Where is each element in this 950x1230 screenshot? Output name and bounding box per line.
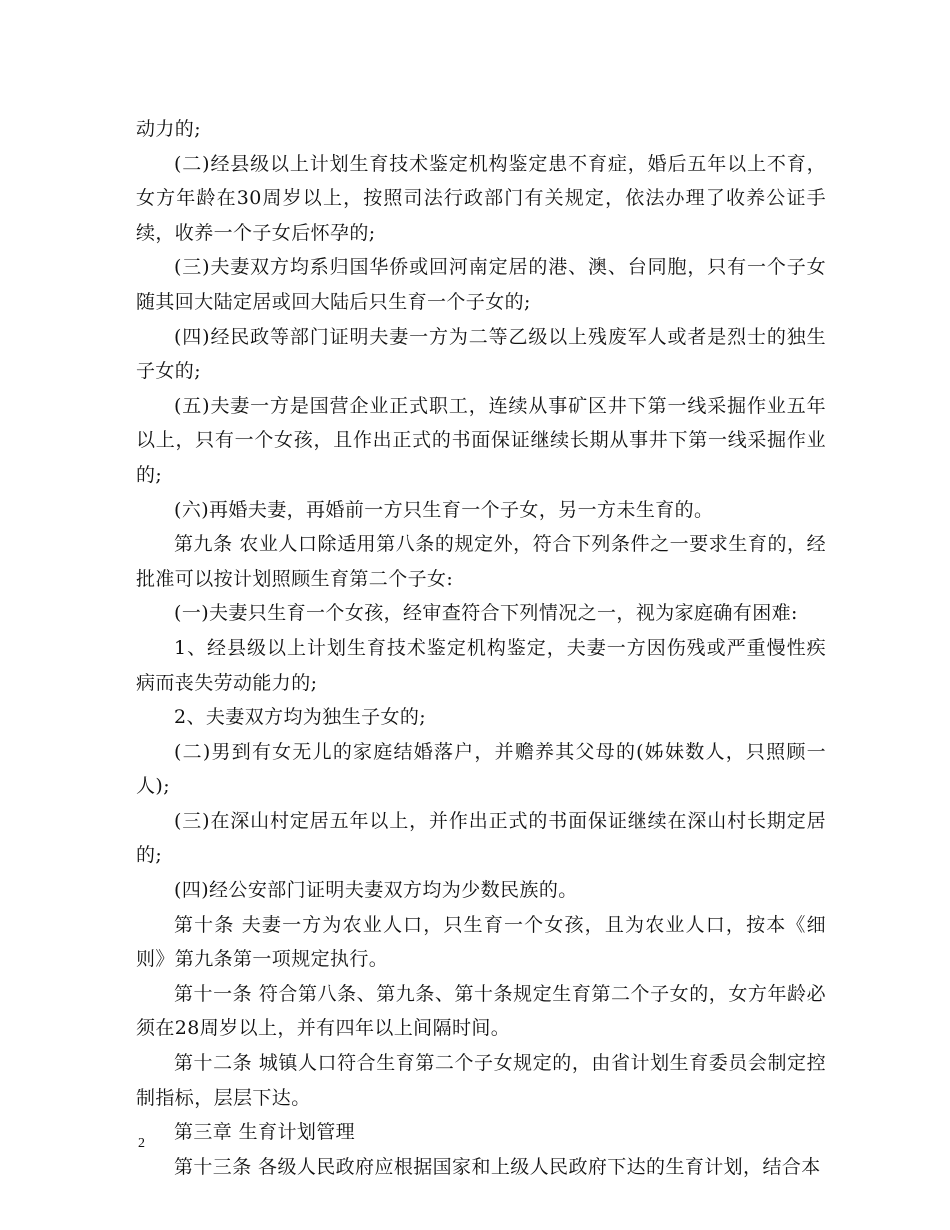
paragraph-1: 动力的; [136, 118, 202, 140]
paragraph-11: (二)男到有女无儿的家庭结婚落户，并赡养其父母的(姊妹数人，只照顾一人); [136, 740, 826, 798]
paragraph-3: (三)夫妻双方均系归国华侨或回河南定居的港、澳、台同胞，只有一个子女随其回大陆定居或回大陆后只生育一个子女的; [136, 256, 826, 313]
paragraph-4: (四)经民政等部门证明夫妻一方为二等乙级以上残废军人或者是烈士的独生子女的; [136, 325, 826, 383]
paragraph-9: 1、经县级以上计划生育技术鉴定机构鉴定，夫妻一方因伤残或严重慢性疾病而丧失劳动能力的; [136, 636, 826, 694]
chapter-heading: 第三章 生育计划管理 [174, 1121, 356, 1144]
page-number: 2 [138, 1136, 145, 1151]
paragraph-6: (六)再婚夫妻，再婚前一方只生育一个子女，另一方未生育的。 [174, 498, 714, 521]
paragraph-2: (二)经县级以上计划生育技术鉴定机构鉴定患不育症，婚后五年以上不育，女方年龄在30周岁以上，按照司法行政部门有关规定，依法办理了收养公证手续，收养一个子女后怀孕的; [136, 152, 826, 244]
paragraph-12: (三)在深山村定居五年以上，并作出正式的书面保证继续在深山村长期定居的; [136, 809, 826, 867]
paragraph-13: (四)经公安部门证明夫妻双方均为少数民族的。 [174, 879, 578, 902]
paragraph-7: 第九条 农业人口除适用第八条的规定外，符合下列条件之一要求生育的，经批准可以按计划照顾生育第二个子女: [136, 533, 826, 590]
document-body [136, 112, 826, 1184]
paragraph-14: 第十条 夫妻一方为农业人口，只生育一个女孩，且为农业人口，按本《细则》第九条第一项规定执行。 [136, 913, 826, 971]
paragraph-10: 2、夫妻双方均为独生子女的; [174, 706, 427, 729]
paragraph-15: 第十一条 符合第八条、第九条、第十条规定生育第二个子女的，女方年龄必须在28周岁以上，并有四年以上间隔时间。 [136, 982, 826, 1040]
paragraph-18: 第十三条 各级人民政府应根据国家和上级人民政府下达的生育计划，结合本 [174, 1155, 821, 1178]
paragraph-8: (一)夫妻只生育一个女孩，经审查符合下列情况之一，视为家庭确有困难: [174, 602, 798, 625]
paragraph-16: 第十二条 城镇人口符合生育第二个子女规定的，由省计划生育委员会制定控制指标，层层下达。 [136, 1052, 826, 1109]
paragraph-5: (五)夫妻一方是国营企业正式职工，连续从事矿区井下第一线采掘作业五年以上，只有一个女孩，且作出正式的书面保证继续长期从事井下第一线采掘作业的; [136, 394, 826, 486]
